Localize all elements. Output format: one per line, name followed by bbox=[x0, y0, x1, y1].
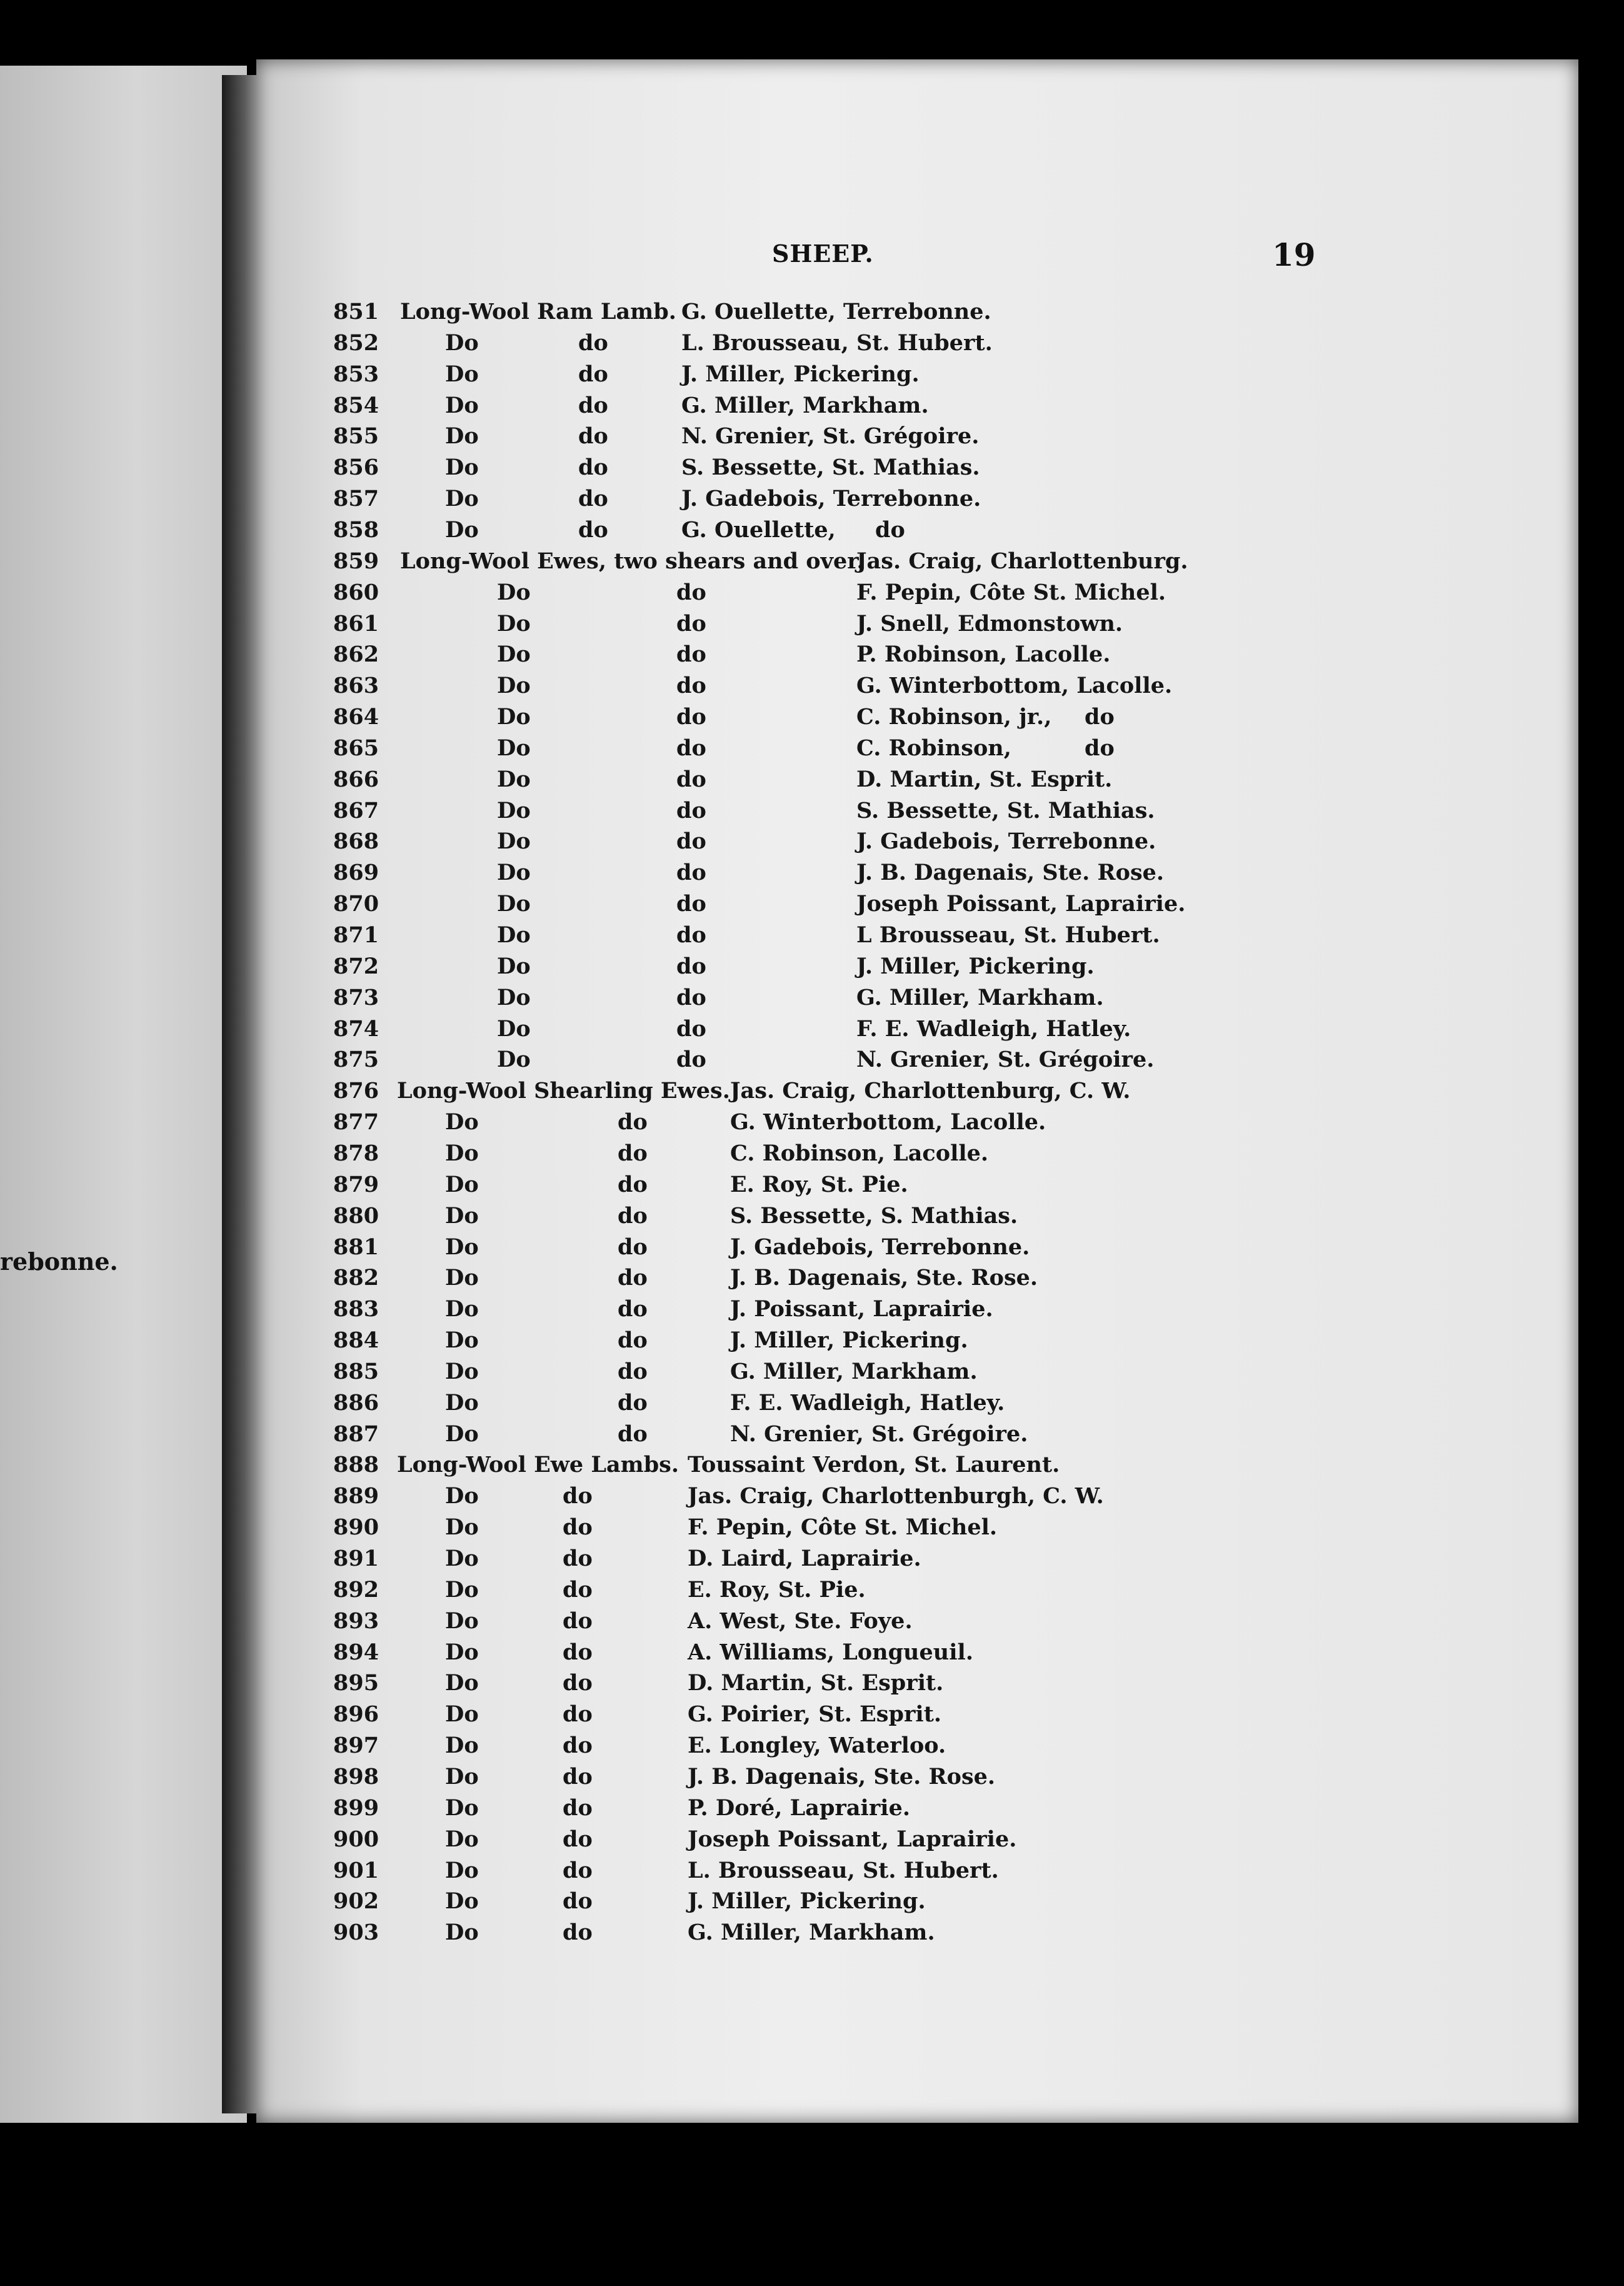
table-row bbox=[0, 954, 1624, 985]
exhibitor-name: F. E. Wadleigh, Hatley. bbox=[856, 1015, 1131, 1042]
exhibitor-name: G. Ouellette, bbox=[681, 516, 836, 543]
table-row bbox=[0, 1047, 1624, 1078]
class-ditto: Do bbox=[445, 1639, 479, 1665]
exhibitor-name: J. Poissant, Laprairie. bbox=[730, 1296, 993, 1322]
table-row bbox=[0, 548, 1624, 580]
exhibitor-name: G. Miller, Markham. bbox=[681, 392, 929, 418]
entry-number: 877 bbox=[333, 1109, 379, 1135]
class-heading: Long-Wool Ram Lamb. bbox=[400, 299, 676, 325]
entry-number: 872 bbox=[333, 953, 379, 979]
section-ditto: do bbox=[618, 1140, 648, 1166]
entry-number: 857 bbox=[333, 486, 379, 512]
place-ditto: do bbox=[1085, 704, 1115, 730]
class-ditto: Do bbox=[445, 1265, 479, 1291]
table-row bbox=[0, 517, 1624, 548]
class-ditto: Do bbox=[497, 953, 531, 979]
table-row bbox=[0, 1858, 1624, 1889]
place-ditto: do bbox=[875, 516, 905, 543]
exhibitor-name: J. Gadebois, Terrebonne. bbox=[856, 828, 1156, 855]
entry-number: 879 bbox=[333, 1171, 379, 1197]
entry-number: 867 bbox=[333, 797, 379, 823]
class-ditto: Do bbox=[445, 1826, 479, 1852]
section-ditto: do bbox=[563, 1763, 593, 1790]
class-ditto: Do bbox=[497, 828, 531, 855]
section-ditto: do bbox=[578, 516, 608, 543]
class-ditto: Do bbox=[445, 1327, 479, 1354]
table-row bbox=[0, 1514, 1624, 1546]
section-ditto: do bbox=[563, 1857, 593, 1883]
class-heading: Long-Wool Shearling Ewes. bbox=[397, 1078, 730, 1104]
exhibitor-name: J. Gadebois, Terrebonne. bbox=[730, 1234, 1030, 1260]
entry-number: 900 bbox=[333, 1826, 379, 1852]
table-row bbox=[0, 1733, 1624, 1764]
exhibitor-name: D. Laird, Laprairie. bbox=[688, 1546, 921, 1571]
entry-number: 853 bbox=[333, 361, 379, 387]
class-ditto: Do bbox=[445, 1546, 479, 1571]
entry-number: 882 bbox=[333, 1265, 379, 1291]
class-ditto: Do bbox=[445, 1358, 479, 1384]
class-ditto: Do bbox=[445, 1421, 479, 1447]
class-ditto: Do bbox=[497, 673, 531, 699]
class-ditto: Do bbox=[445, 423, 479, 450]
table-row bbox=[0, 1265, 1624, 1296]
table-row bbox=[0, 299, 1624, 330]
table-row bbox=[0, 767, 1624, 798]
entry-number: 895 bbox=[333, 1670, 379, 1696]
class-ditto: Do bbox=[445, 1483, 479, 1509]
exhibitor-name: E. Roy, St. Pie. bbox=[688, 1576, 866, 1603]
entry-number: 854 bbox=[333, 392, 379, 418]
left-page-fragment: rebonne. bbox=[0, 1247, 118, 1276]
entry-number: 855 bbox=[333, 423, 379, 450]
section-ditto: do bbox=[618, 1109, 648, 1135]
exhibitor-name: S. Bessette, St. Mathias. bbox=[856, 797, 1155, 823]
entry-number: 880 bbox=[333, 1202, 379, 1229]
section-ditto: do bbox=[676, 1047, 706, 1073]
entry-number: 883 bbox=[333, 1296, 379, 1322]
table-row bbox=[0, 922, 1624, 954]
table-row bbox=[0, 1483, 1624, 1514]
section-ditto: do bbox=[618, 1234, 648, 1260]
page-title: SHEEP. bbox=[772, 239, 874, 268]
exhibitor-name: F. Pepin, Côte St. Michel. bbox=[688, 1514, 998, 1541]
section-ditto: do bbox=[578, 423, 608, 450]
class-ditto: Do bbox=[445, 1171, 479, 1197]
table-row bbox=[0, 1327, 1624, 1359]
exhibitor-name: C. Robinson, Lacolle. bbox=[730, 1140, 989, 1166]
exhibitor-name: E. Roy, St. Pie. bbox=[730, 1171, 908, 1197]
entry-number: 866 bbox=[333, 766, 379, 792]
entry-number: 888 bbox=[333, 1452, 379, 1478]
table-row bbox=[0, 1795, 1624, 1826]
class-ditto: Do bbox=[445, 1514, 479, 1541]
exhibitor-name: P. Robinson, Lacolle. bbox=[856, 642, 1111, 668]
exhibitor-name: J. Miller, Pickering. bbox=[688, 1888, 926, 1915]
section-ditto: do bbox=[563, 1826, 593, 1852]
entry-number: 858 bbox=[333, 516, 379, 543]
section-ditto: do bbox=[618, 1202, 648, 1229]
table-row bbox=[0, 1920, 1624, 1951]
table-row bbox=[0, 1608, 1624, 1639]
section-ditto: do bbox=[563, 1795, 593, 1821]
table-row bbox=[0, 985, 1624, 1016]
exhibitor-name: J. Snell, Edmonstown. bbox=[856, 610, 1123, 637]
table-row bbox=[0, 673, 1624, 704]
class-ditto: Do bbox=[497, 766, 531, 792]
class-ditto: Do bbox=[445, 1920, 479, 1946]
entry-number: 878 bbox=[333, 1140, 379, 1166]
entry-number: 869 bbox=[333, 860, 379, 886]
table-row bbox=[0, 393, 1624, 424]
entry-number: 887 bbox=[333, 1421, 379, 1447]
class-ditto: Do bbox=[445, 1234, 479, 1260]
class-ditto: Do bbox=[445, 1763, 479, 1790]
section-ditto: do bbox=[563, 1639, 593, 1665]
entry-number: 894 bbox=[333, 1639, 379, 1665]
table-row bbox=[0, 330, 1624, 361]
entry-number: 876 bbox=[333, 1078, 379, 1104]
entry-number: 901 bbox=[333, 1857, 379, 1883]
section-ditto: do bbox=[676, 891, 706, 917]
class-ditto: Do bbox=[497, 735, 531, 761]
entry-number: 862 bbox=[333, 642, 379, 668]
table-row bbox=[0, 1701, 1624, 1733]
section-ditto: do bbox=[676, 828, 706, 855]
entry-number: 898 bbox=[333, 1763, 379, 1790]
section-ditto: do bbox=[676, 797, 706, 823]
entry-number: 865 bbox=[333, 735, 379, 761]
exhibitor-name: G. Miller, Markham. bbox=[856, 984, 1104, 1010]
class-ditto: Do bbox=[497, 797, 531, 823]
section-ditto: do bbox=[676, 984, 706, 1010]
section-ditto: do bbox=[578, 361, 608, 387]
table-row bbox=[0, 1421, 1624, 1453]
table-row bbox=[0, 580, 1624, 611]
table-row bbox=[0, 798, 1624, 829]
section-ditto: do bbox=[563, 1514, 593, 1541]
exhibitor-name: F. E. Wadleigh, Hatley. bbox=[730, 1389, 1005, 1416]
table-row bbox=[0, 891, 1624, 922]
entry-number: 861 bbox=[333, 610, 379, 637]
class-ditto: Do bbox=[445, 1795, 479, 1821]
class-ditto: Do bbox=[497, 579, 531, 605]
section-ditto: do bbox=[676, 766, 706, 792]
section-ditto: do bbox=[563, 1670, 593, 1696]
table-row bbox=[0, 1452, 1624, 1483]
entry-number: 899 bbox=[333, 1795, 379, 1821]
entry-number: 896 bbox=[333, 1701, 379, 1728]
section-ditto: do bbox=[618, 1296, 648, 1322]
entry-number: 875 bbox=[333, 1047, 379, 1073]
entry-number: 864 bbox=[333, 704, 379, 730]
class-ditto: Do bbox=[497, 642, 531, 668]
class-ditto: Do bbox=[445, 1576, 479, 1603]
table-row bbox=[0, 1639, 1624, 1671]
exhibitor-name: J. Miller, Pickering. bbox=[681, 361, 920, 387]
exhibitor-name: C. Robinson, bbox=[856, 735, 1011, 761]
entry-number: 868 bbox=[333, 828, 379, 855]
class-ditto: Do bbox=[497, 1015, 531, 1042]
exhibitor-name: G. Poirier, St. Esprit. bbox=[688, 1701, 942, 1728]
class-ditto: Do bbox=[497, 1047, 531, 1073]
exhibitor-name: Toussaint Verdon, St. Laurent. bbox=[688, 1452, 1060, 1478]
table-row bbox=[0, 1546, 1624, 1577]
exhibitor-name: J. Miller, Pickering. bbox=[856, 953, 1095, 979]
section-ditto: do bbox=[563, 1483, 593, 1509]
entry-number: 889 bbox=[333, 1483, 379, 1509]
exhibitor-name: J. B. Dagenais, Ste. Rose. bbox=[730, 1265, 1038, 1291]
section-ditto: do bbox=[578, 330, 608, 356]
class-ditto: Do bbox=[445, 392, 479, 418]
entry-number: 890 bbox=[333, 1514, 379, 1541]
table-row bbox=[0, 1359, 1624, 1390]
table-row bbox=[0, 1078, 1624, 1109]
section-ditto: do bbox=[563, 1733, 593, 1759]
section-ditto: do bbox=[676, 673, 706, 699]
section-ditto: do bbox=[578, 455, 608, 481]
section-ditto: do bbox=[618, 1421, 648, 1447]
section-ditto: do bbox=[618, 1389, 648, 1416]
entry-number: 873 bbox=[333, 984, 379, 1010]
exhibitor-name: G. Ouellette, Terrebonne. bbox=[681, 299, 991, 325]
class-ditto: Do bbox=[445, 1733, 479, 1759]
class-ditto: Do bbox=[445, 486, 479, 512]
entry-number: 881 bbox=[333, 1234, 379, 1260]
table-row bbox=[0, 1764, 1624, 1795]
exhibitor-name: Jas. Craig, Charlottenburgh, C. W. bbox=[688, 1483, 1104, 1509]
section-ditto: do bbox=[676, 860, 706, 886]
table-row bbox=[0, 860, 1624, 891]
exhibitor-name: J. Miller, Pickering. bbox=[730, 1327, 968, 1354]
exhibitor-name: D. Martin, St. Esprit. bbox=[688, 1670, 944, 1696]
table-row bbox=[0, 611, 1624, 642]
exhibitor-name: Jas. Craig, Charlottenburg. bbox=[856, 548, 1188, 574]
entry-number: 871 bbox=[333, 922, 379, 948]
section-ditto: do bbox=[563, 1888, 593, 1915]
table-row bbox=[0, 1888, 1624, 1920]
table-row bbox=[0, 704, 1624, 735]
exhibitor-name: S. Bessette, S. Mathias. bbox=[730, 1202, 1018, 1229]
entry-number: 870 bbox=[333, 891, 379, 917]
class-ditto: Do bbox=[445, 330, 479, 356]
class-ditto: Do bbox=[445, 1888, 479, 1915]
entry-number: 891 bbox=[333, 1546, 379, 1571]
entry-number: 892 bbox=[333, 1576, 379, 1603]
place-ditto: do bbox=[1085, 735, 1115, 761]
exhibitor-name: E. Longley, Waterloo. bbox=[688, 1733, 946, 1759]
class-heading: Long-Wool Ewe Lambs. bbox=[397, 1452, 679, 1478]
exhibitor-name: J. B. Dagenais, Ste. Rose. bbox=[856, 860, 1165, 886]
table-row bbox=[0, 642, 1624, 673]
table-row bbox=[0, 423, 1624, 455]
class-ditto: Do bbox=[445, 1857, 479, 1883]
class-ditto: Do bbox=[445, 1140, 479, 1166]
table-row bbox=[0, 828, 1624, 860]
class-ditto: Do bbox=[497, 891, 531, 917]
exhibitor-name: G. Winterbottom, Lacolle. bbox=[730, 1109, 1046, 1135]
section-ditto: do bbox=[676, 953, 706, 979]
class-ditto: Do bbox=[445, 361, 479, 387]
class-ditto: Do bbox=[445, 516, 479, 543]
section-ditto: do bbox=[563, 1920, 593, 1946]
table-row bbox=[0, 1826, 1624, 1858]
section-ditto: do bbox=[578, 392, 608, 418]
exhibitor-name: J. B. Dagenais, Ste. Rose. bbox=[688, 1763, 996, 1790]
class-ditto: Do bbox=[497, 704, 531, 730]
exhibitor-name: N. Grenier, St. Grégoire. bbox=[730, 1421, 1028, 1447]
table-row bbox=[0, 1670, 1624, 1701]
section-ditto: do bbox=[578, 486, 608, 512]
exhibitor-name: D. Martin, St. Esprit. bbox=[856, 766, 1113, 792]
entry-number: 860 bbox=[333, 579, 379, 605]
section-ditto: do bbox=[563, 1608, 593, 1634]
exhibitor-name: G. Miller, Markham. bbox=[688, 1920, 935, 1946]
exhibitor-name: A. West, Ste. Foye. bbox=[688, 1608, 913, 1634]
exhibitor-name: P. Doré, Laprairie. bbox=[688, 1795, 911, 1821]
class-heading: Long-Wool Ewes, two shears and over. bbox=[400, 548, 865, 574]
table-row bbox=[0, 1296, 1624, 1327]
page-number: 19 bbox=[1272, 236, 1316, 273]
class-ditto: Do bbox=[497, 922, 531, 948]
table-row bbox=[0, 455, 1624, 486]
class-ditto: Do bbox=[445, 1202, 479, 1229]
table-row bbox=[0, 1109, 1624, 1140]
section-ditto: do bbox=[618, 1327, 648, 1354]
exhibitor-name: F. Pepin, Côte St. Michel. bbox=[856, 579, 1166, 605]
section-ditto: do bbox=[618, 1171, 648, 1197]
class-ditto: Do bbox=[445, 1670, 479, 1696]
class-ditto: Do bbox=[497, 984, 531, 1010]
table-row bbox=[0, 1390, 1624, 1421]
class-ditto: Do bbox=[497, 860, 531, 886]
table-row bbox=[0, 735, 1624, 767]
section-ditto: do bbox=[618, 1358, 648, 1384]
section-ditto: do bbox=[676, 735, 706, 761]
entry-number: 859 bbox=[333, 548, 379, 574]
class-ditto: Do bbox=[497, 610, 531, 637]
section-ditto: do bbox=[563, 1701, 593, 1728]
class-ditto: Do bbox=[445, 1296, 479, 1322]
section-ditto: do bbox=[563, 1576, 593, 1603]
class-ditto: Do bbox=[445, 1109, 479, 1135]
table-row bbox=[0, 486, 1624, 517]
exhibitor-name: G. Miller, Markham. bbox=[730, 1358, 978, 1384]
exhibitor-name: Jas. Craig, Charlottenburg, C. W. bbox=[730, 1078, 1131, 1104]
section-ditto: do bbox=[676, 642, 706, 668]
class-ditto: Do bbox=[445, 455, 479, 481]
class-ditto: Do bbox=[445, 1701, 479, 1728]
entry-number: 863 bbox=[333, 673, 379, 699]
section-ditto: do bbox=[676, 704, 706, 730]
entry-number: 897 bbox=[333, 1733, 379, 1759]
exhibitor-name: N. Grenier, St. Grégoire. bbox=[681, 423, 980, 450]
exhibitor-name: L. Brousseau, St. Hubert. bbox=[688, 1857, 999, 1883]
section-ditto: do bbox=[618, 1265, 648, 1291]
exhibitor-name: N. Grenier, St. Grégoire. bbox=[856, 1047, 1155, 1073]
entry-number: 886 bbox=[333, 1389, 379, 1416]
class-ditto: Do bbox=[445, 1389, 479, 1416]
entry-number: 874 bbox=[333, 1015, 379, 1042]
exhibitor-name: L. Brousseau, St. Hubert. bbox=[681, 330, 993, 356]
section-ditto: do bbox=[676, 610, 706, 637]
exhibitor-name: C. Robinson, jr., bbox=[856, 704, 1052, 730]
exhibitor-name: L Brousseau, St. Hubert. bbox=[856, 922, 1160, 948]
table-row bbox=[0, 1203, 1624, 1234]
section-ditto: do bbox=[676, 1015, 706, 1042]
entry-number: 885 bbox=[333, 1358, 379, 1384]
section-ditto: do bbox=[563, 1546, 593, 1571]
section-ditto: do bbox=[676, 579, 706, 605]
class-ditto: Do bbox=[445, 1608, 479, 1634]
exhibitor-name: S. Bessette, St. Mathias. bbox=[681, 455, 980, 481]
exhibitor-name: J. Gadebois, Terrebonne. bbox=[681, 486, 981, 512]
table-row bbox=[0, 1234, 1624, 1266]
table-row bbox=[0, 1577, 1624, 1608]
exhibitor-name: G. Winterbottom, Lacolle. bbox=[856, 673, 1173, 699]
table-row bbox=[0, 1016, 1624, 1047]
entry-number: 902 bbox=[333, 1888, 379, 1915]
table-row bbox=[0, 1172, 1624, 1203]
exhibitor-name: Joseph Poissant, Laprairie. bbox=[688, 1826, 1017, 1852]
entry-number: 856 bbox=[333, 455, 379, 481]
entry-number: 884 bbox=[333, 1327, 379, 1354]
exhibitor-name: A. Williams, Longueuil. bbox=[688, 1639, 973, 1665]
table-row bbox=[0, 1140, 1624, 1172]
entry-number: 851 bbox=[333, 299, 379, 325]
exhibitor-name: Joseph Poissant, Laprairie. bbox=[856, 891, 1186, 917]
section-ditto: do bbox=[676, 922, 706, 948]
table-row bbox=[0, 361, 1624, 393]
entry-number: 903 bbox=[333, 1920, 379, 1946]
entry-number: 893 bbox=[333, 1608, 379, 1634]
entry-number: 852 bbox=[333, 330, 379, 356]
